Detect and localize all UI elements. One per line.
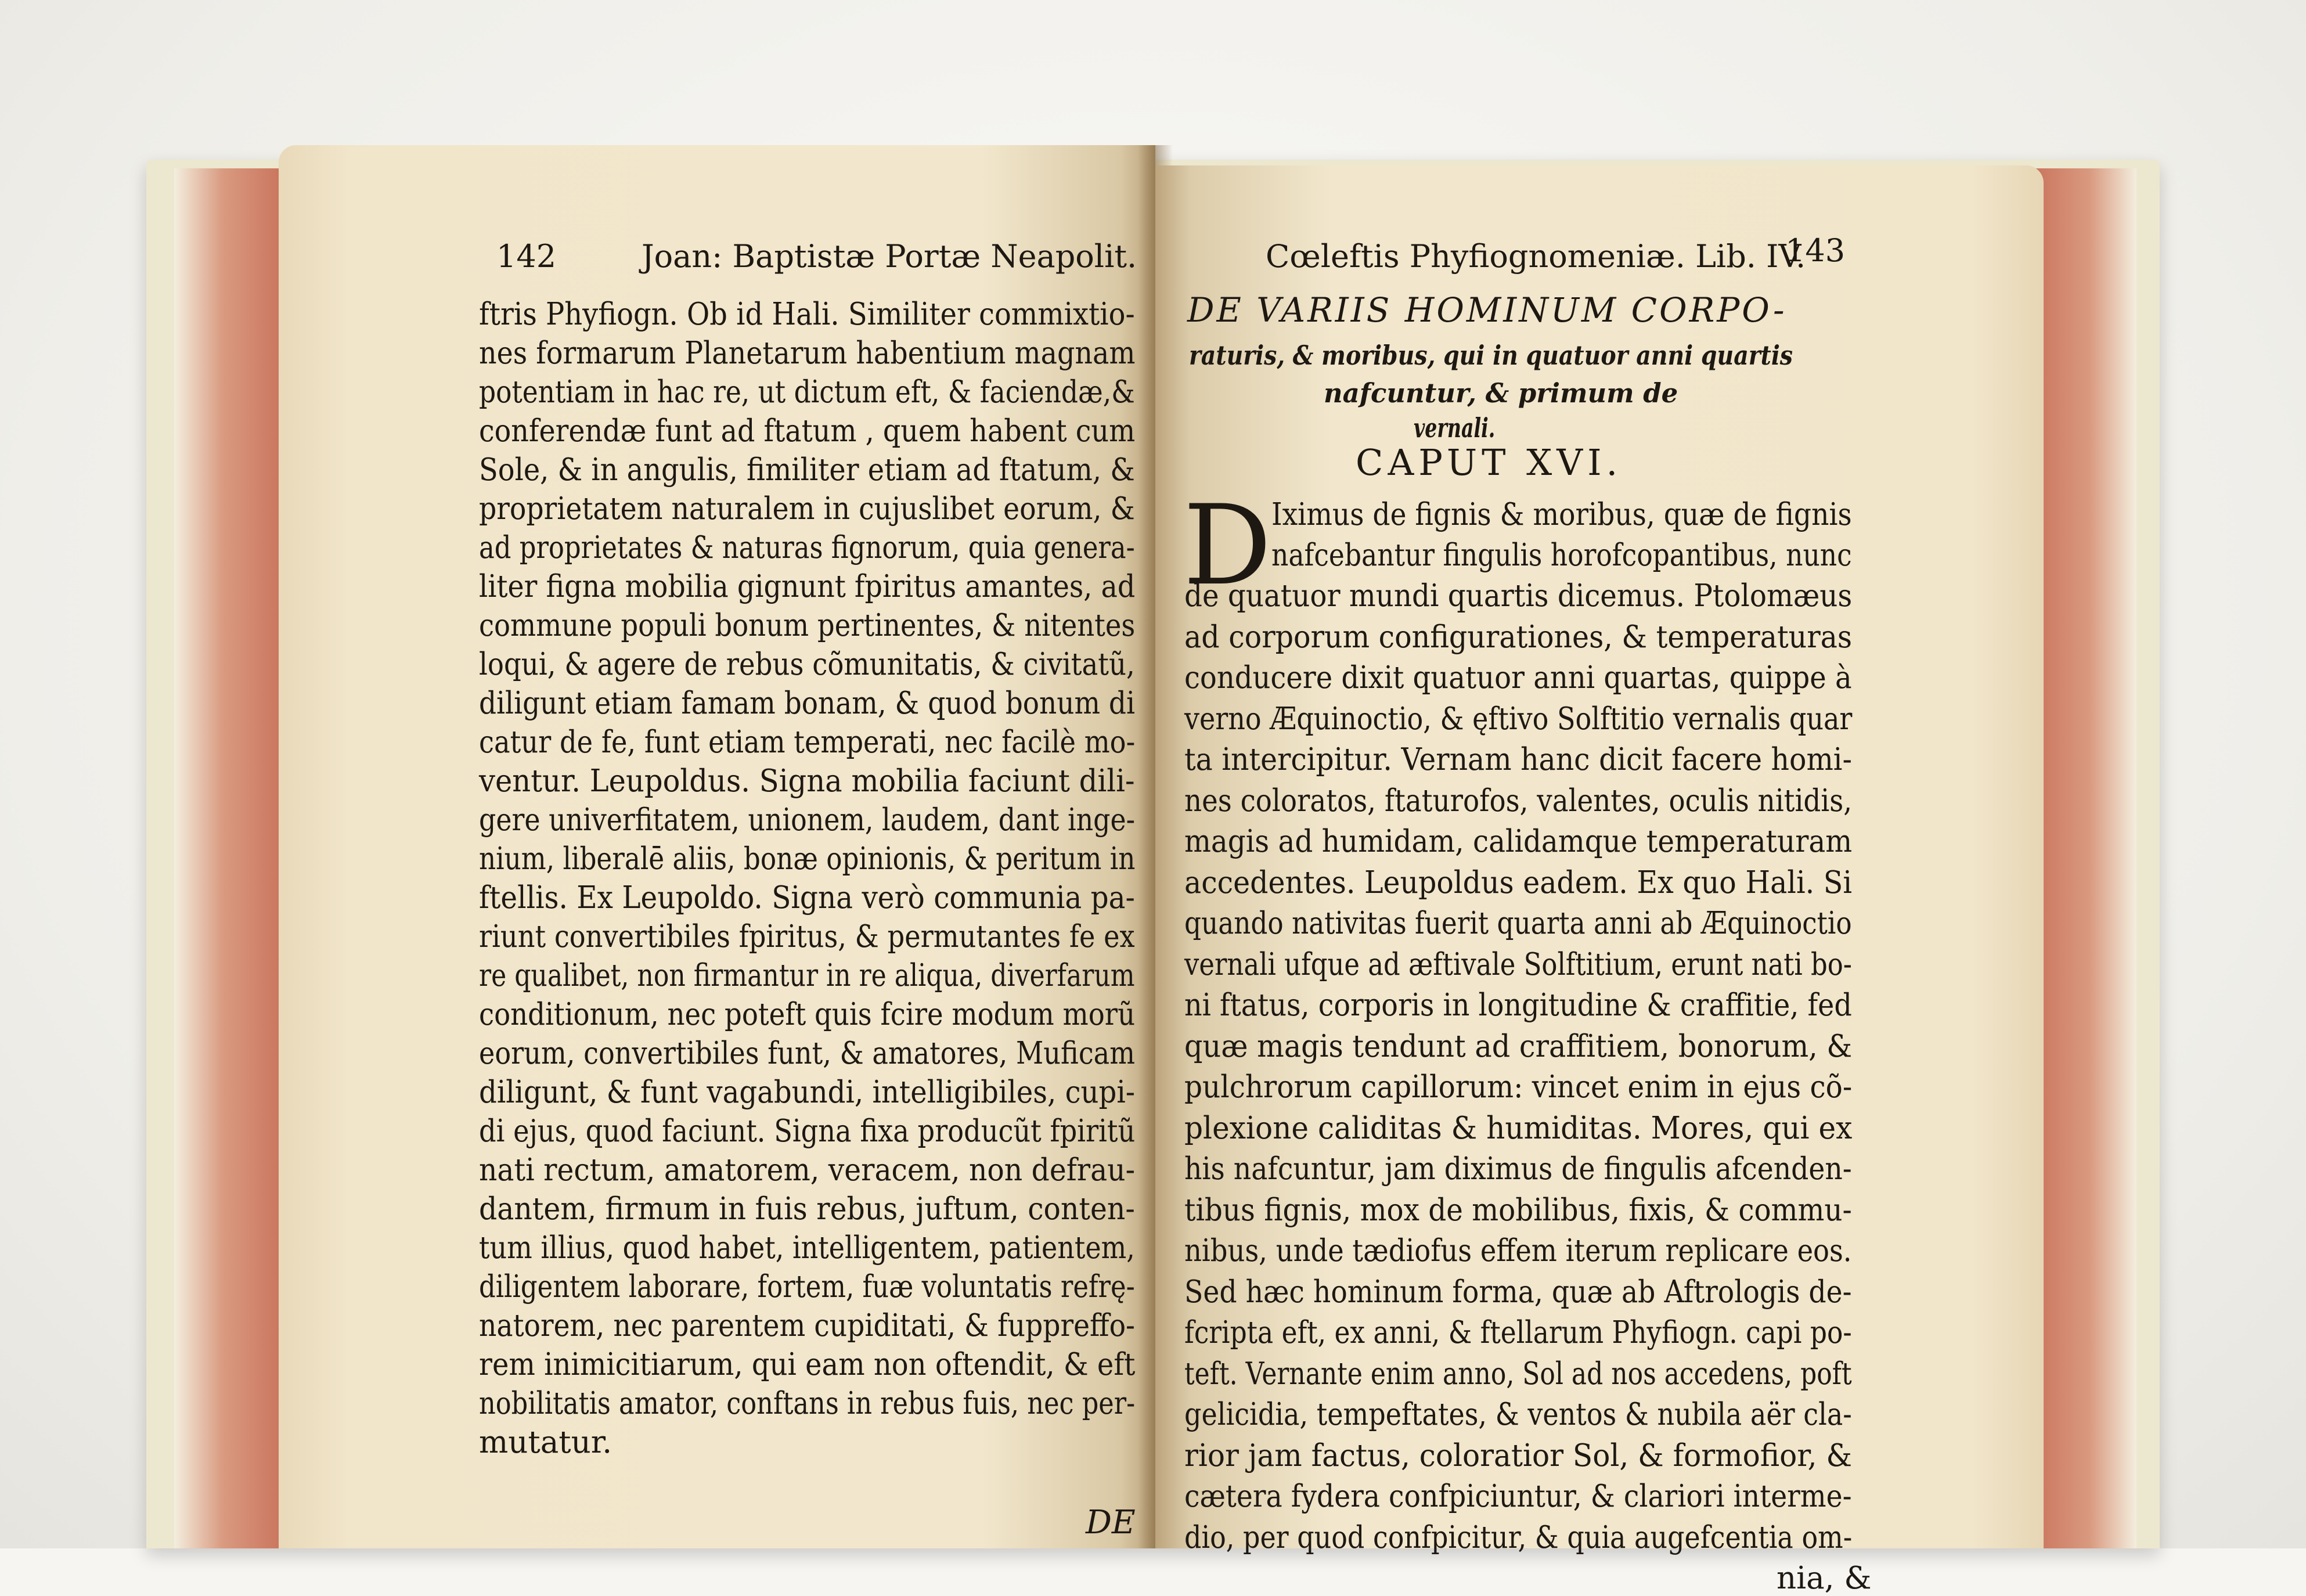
text-line: conditionum, nec poteft quis fcire modum morũ — [479, 997, 1136, 1032]
text-line: quæ magis tendunt ad craffitiem, bonorum, & — [1184, 1028, 1853, 1064]
text-line: re qualibet, non firmantur in re aliqua, diverfarum — [479, 958, 1135, 993]
right-page-number: 143 — [1785, 232, 1846, 269]
text-line: quando nativitas fuerit quarta anni ab Æquinoctio — [1184, 906, 1852, 941]
right-page — [1155, 165, 2044, 1596]
text-line: loqui, & agere de rebus cõmunitatis, & civitatũ, — [479, 647, 1135, 682]
text-line: Iximus de fignis & moribus, quæ de fignis — [1271, 497, 1852, 532]
text-line: nes coloratos, ftaturofos, valentes, oculis nitidis, — [1184, 783, 1853, 819]
text-line: ventur. Leupoldus. Signa mobilia faciunt dili- — [479, 763, 1135, 799]
text-line: eorum, convertibiles funt, & amatores, Muficam — [479, 1036, 1135, 1071]
text-line: vernali ufque ad æftivale Solftitium, erunt nati bo- — [1184, 946, 1852, 982]
text-line: verno Æquinoctio, & ęftivo Solftitio vernalis quar — [1184, 701, 1853, 737]
text-line: dio, per quod confpicitur, & quia augefcentia om- — [1184, 1519, 1853, 1555]
left-page-number: 142 — [496, 238, 557, 275]
text-line: proprietatem naturalem in cujuslibet eorum, & — [479, 491, 1135, 527]
text-line: tum illius, quod habet, intelligentem, patientem, — [479, 1230, 1135, 1266]
text-line: rior jam factus, coloratior Sol, & formofior, & — [1184, 1438, 1853, 1473]
text-line: nobilitatis amator, conftans in rebus fuis, nec per- — [479, 1386, 1136, 1421]
text-line: diligunt, & funt vagabundi, intelligibiles, cupi- — [479, 1075, 1136, 1110]
left-running-head: Joan: Baptistæ Portæ Neapolit. — [642, 238, 1137, 275]
text-line: ni ftatus, corporis in longitudine & craffitie, fed — [1184, 988, 1852, 1023]
text-line: de quatuor mundi quartis dicemus. Ptolomæus — [1184, 578, 1853, 614]
drop-cap: D — [1183, 481, 1272, 610]
text-line: catur de fe, funt etiam temperati, nec facilè mo- — [479, 725, 1136, 760]
text-line: gere univerfitatem, unionem, laudem, dant inge- — [479, 802, 1136, 838]
text-line: pulchrorum capillorum: vincet enim in ejus cõ- — [1184, 1069, 1853, 1105]
chapter-number: CAPUT XVI. — [1356, 441, 1623, 484]
subheading-line: vernali. — [1414, 412, 1496, 444]
text-line: nibus, unde tædiofus effem iterum replicare eos. — [1184, 1233, 1852, 1269]
text-line: ftris Phyfiogn. Ob id Hali. Similiter commixtio- — [479, 297, 1135, 332]
text-line: ftellis. Ex Leupoldo. Signa verò communia pa- — [479, 880, 1135, 916]
left-page-edges — [174, 168, 296, 1548]
text-line: mutatur. — [479, 1425, 612, 1460]
text-line: nia, & — [1777, 1561, 1872, 1596]
text-line: cætera fydera confpiciuntur, & clariori interme- — [1184, 1479, 1852, 1514]
text-line: ad proprietates & naturas fignorum, quia genera- — [479, 530, 1135, 565]
text-line: ad corporum configurationes, & temperaturas — [1184, 619, 1853, 655]
text-line: commune populi bonum pertinentes, & nitentes — [479, 608, 1136, 643]
left-catchword: DE — [1086, 1504, 1136, 1541]
text-line: nes formarum Planetarum habentium magnam — [479, 336, 1136, 371]
text-line: rem inimicitiarum, qui eam non oftendit, & eft — [479, 1347, 1136, 1382]
text-line: magis ad humidam, calidamque temperaturam — [1184, 824, 1853, 859]
subheading-line: nafcuntur, & primum de — [1324, 377, 1678, 409]
text-line: liter figna mobilia gignunt fpiritus amantes, ad — [479, 569, 1136, 604]
text-line: potentiam in hac re, ut dictum eft, & faciendæ,& — [479, 374, 1135, 410]
text-line: nati rectum, amatorem, veracem, non defrau- — [479, 1152, 1136, 1188]
text-line: nafcebantur fingulis horofcopantibus, nunc — [1271, 538, 1852, 573]
text-line: natorem, nec parentem cupiditati, & fuppreffo- — [479, 1308, 1135, 1343]
text-line: fcripta eft, ex anni, & ftellarum Phyfiogn. capi po- — [1184, 1315, 1852, 1350]
text-line: nium, liberalē aliis, bonæ opinionis, & peritum in — [479, 841, 1136, 877]
text-line: ta intercipitur. Vernam hanc dicit facere homi- — [1184, 742, 1852, 777]
right-running-head: Cœleftis Phyfiognomeniæ. Lib. IV. — [1266, 238, 1806, 275]
text-line: his nafcuntur, jam diximus de fingulis afcenden- — [1184, 1151, 1852, 1187]
text-line: diligunt etiam famam bonam, & quod bonum di — [479, 686, 1135, 721]
left-page — [279, 145, 1155, 1548]
subheading-line: raturis, & moribus, qui in quatuor anni quartis — [1189, 340, 1793, 371]
text-line: gelicidia, tempeftates, & ventos & nubila aër cla- — [1184, 1397, 1852, 1432]
text-line: riunt convertibiles fpiritus, & permutantes fe ex — [479, 919, 1135, 954]
text-line: Sed hæc hominum forma, quæ ab Aftrologis de- — [1184, 1274, 1852, 1310]
text-line: accedentes. Leupoldus eadem. Ex quo Hali. Si — [1184, 864, 1853, 900]
text-line: teft. Vernante enim anno, Sol ad nos accedens, poft — [1184, 1356, 1852, 1392]
text-line: conducere dixit quatuor anni quartas, quippe à — [1184, 660, 1852, 696]
text-line: tibus fignis, mox de mobilibus, fixis, & commu- — [1184, 1192, 1852, 1228]
text-line: conferendæ funt ad ftatum , quem habent cum — [479, 413, 1136, 449]
chapter-heading: DE VARIIS HOMINUM CORPO- — [1187, 290, 1787, 330]
text-line: plexione caliditas & humiditas. Mores, qui ex — [1184, 1110, 1853, 1146]
text-line: diligentem laborare, fortem, fuæ voluntatis refrę- — [479, 1269, 1135, 1305]
text-line: di ejus, quod faciunt. Signa fixa producũt fpiritũ — [479, 1114, 1136, 1149]
text-line: Sole, & in angulis, fimiliter etiam ad ftatum, & — [479, 452, 1135, 488]
text-line: dantem, firmum in fuis rebus, juftum, conten- — [479, 1191, 1135, 1227]
